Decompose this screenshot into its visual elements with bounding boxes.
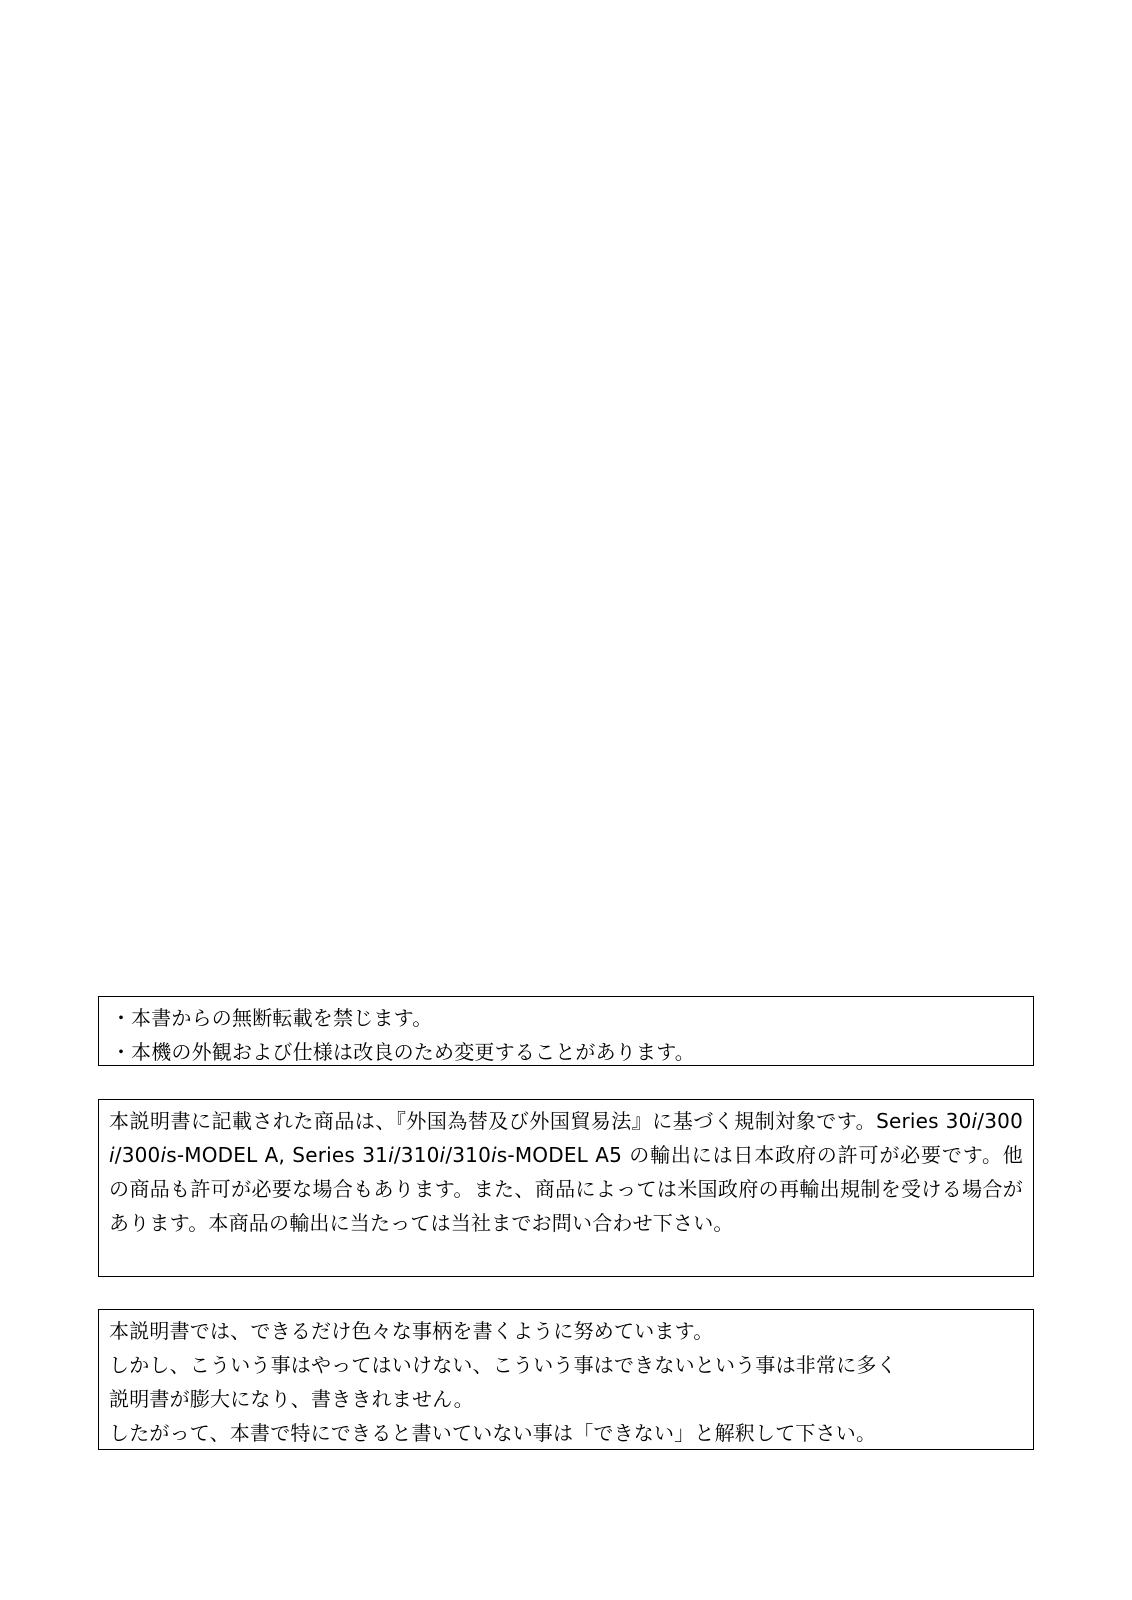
export-text-part: /310: [445, 1143, 492, 1167]
spec-change-text: 本機の外観および仕様は改良のため変更することがあります。: [131, 1040, 695, 1064]
model-suffix-italic: i: [439, 1143, 446, 1167]
export-text-part: /300: [977, 1109, 1023, 1133]
export-text-part: /300: [114, 1143, 161, 1167]
model-suffix-italic: i: [160, 1143, 167, 1167]
export-control-notice-box: [98, 1099, 1034, 1277]
model-suffix-italic: i: [491, 1143, 497, 1167]
export-text-part: /310: [393, 1143, 440, 1167]
export-text-part: 本説明書に記載された商品は、『外国為替及び外国貿易法』に基づく規制対象です。Series 30: [109, 1109, 972, 1133]
export-control-paragraph: [109, 1104, 1023, 1240]
model-suffix-italic: i: [109, 1143, 115, 1167]
bullet-2: ・: [111, 1040, 132, 1064]
bullet-1: ・: [111, 1006, 132, 1030]
export-text-part: s-MODEL A5 の輸出には日本政府の許可が必要です。他の商品も許可が必要な場合もあります。また、商品によっては米国政府の再輸出規制を受ける場合があります。本商品の輸出に当たっては当社までお問い合わせ下さい。: [109, 1143, 1023, 1235]
scope-line-3: 説明書が膨大になり、書ききれません。: [109, 1387, 474, 1411]
model-suffix-italic: i: [971, 1109, 978, 1133]
scope-line-4: したがって、本書で特にできると書いていない事は「できない」と解釈して下さい。: [109, 1421, 877, 1445]
copyright-notice-line-1: [111, 1001, 1023, 1035]
manual-scope-notice-box: [98, 1309, 1034, 1450]
model-suffix-italic: i: [388, 1143, 394, 1167]
copyright-notice-box: [98, 996, 1034, 1066]
export-text-part: s-MODEL A, Series 31: [166, 1143, 389, 1167]
scope-line-2: しかし、こういう事はやってはいけない、こういう事はできないという事は非常に多く: [109, 1353, 897, 1377]
no-reproduction-text: 本書からの無断転載を禁じます。: [131, 1006, 433, 1030]
scope-line-1: 本説明書では、できるだけ色々な事柄を書くように努めています。: [109, 1319, 714, 1343]
copyright-notice-line-2: [111, 1035, 1023, 1069]
